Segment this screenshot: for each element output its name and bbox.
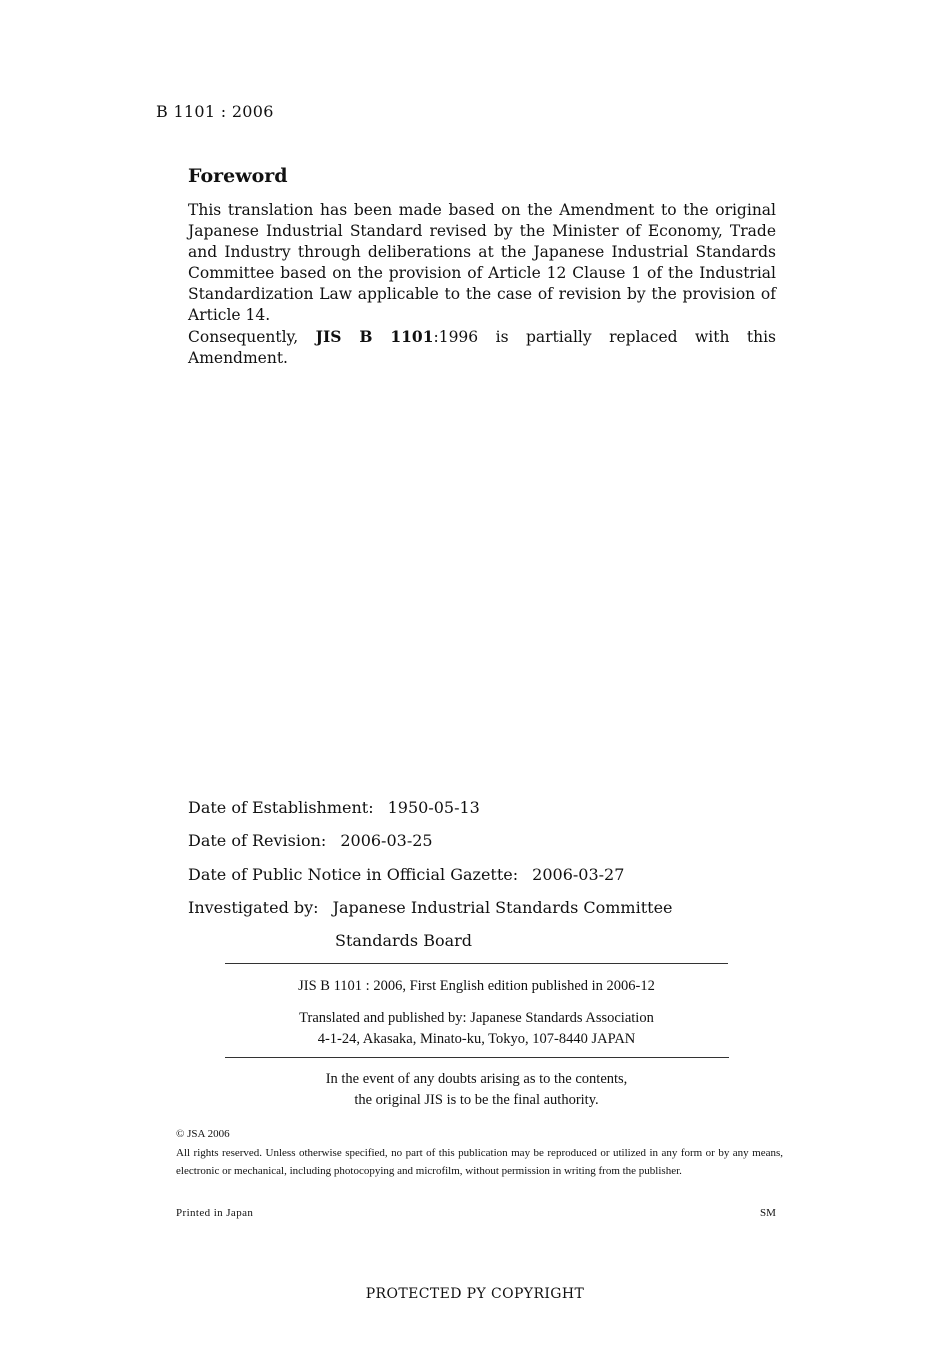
foreword-paragraph-2-prefix: Consequently, [188, 328, 299, 346]
jis-reference-year: :1996 [433, 328, 479, 346]
revision-label: Date of Revision: [188, 831, 327, 850]
investigated-value: Japanese Industrial Standards Committee [332, 898, 673, 917]
revision-value: 2006-03-25 [340, 831, 433, 850]
public-notice-value: 2006-03-27 [532, 865, 625, 884]
investigated-value-2: Standards Board [335, 931, 473, 950]
doubts-line-1: In the event of any doubts arising as to the contents, [325, 1071, 628, 1087]
edition-line: JIS B 1101 : 2006, First English edition published in 2006-12 [298, 978, 655, 994]
investigated-line-2 [335, 930, 472, 952]
foreword-title: Foreword [188, 165, 288, 187]
printed-in-japan: Printed in Japan [176, 1207, 254, 1219]
foreword-body [188, 200, 776, 369]
publisher-line-2: 4-1-24, Akasaka, Minato-ku, Tokyo, 107-8440 JAPAN [317, 1031, 636, 1047]
investigated-line [188, 897, 673, 919]
public-notice-line [188, 864, 624, 886]
publisher-block [225, 1008, 728, 1050]
foreword-paragraph-2-suffix: is partially replaced with this Amendment. [188, 328, 776, 367]
protected-footer: PROTECTED PY COPYRIGHT [365, 1286, 585, 1302]
foreword-paragraph-1: This translation has been made based on the Amendment to the original Japanese Industrial Standard revised by the Minister of Economy, Trade and Industry through deliberations at the Japanese Industrial Standards Committee based on the provision of Article 12 Clause 1 of the Industrial Standardization Law applicable to the case of revision by the provision of Article 14. [188, 201, 776, 324]
divider-bottom [225, 1057, 729, 1058]
public-notice-label: Date of Public Notice in Official Gazette: [188, 865, 519, 884]
investigated-label: Investigated by: [188, 898, 319, 917]
code-sm: SM [760, 1207, 776, 1219]
doubts-line-2: the original JIS is to be the final authority. [354, 1092, 599, 1108]
divider-top [225, 963, 728, 964]
establishment-label: Date of Establishment: [188, 798, 374, 817]
copyright-notice: © JSA 2006 [176, 1128, 230, 1140]
foreword-paragraph-2 [188, 326, 776, 369]
rights-statement: All rights reserved. Unless otherwise specified, no part of this publication may be reproduced or utilized in any form or by any means, electronic or mechanical, including photocopying and microfilm, without permission in writing from the publisher. [176, 1147, 783, 1177]
establishment-value: 1950-05-13 [387, 798, 480, 817]
revision-line [188, 830, 433, 852]
jis-reference: JIS B 1101 [315, 327, 434, 346]
doubts-notice [225, 1069, 728, 1111]
establishment-line [188, 797, 480, 819]
standard-number: B 1101 : 2006 [156, 102, 274, 121]
publisher-line-1: Translated and published by: Japanese Standards Association [299, 1010, 654, 1026]
